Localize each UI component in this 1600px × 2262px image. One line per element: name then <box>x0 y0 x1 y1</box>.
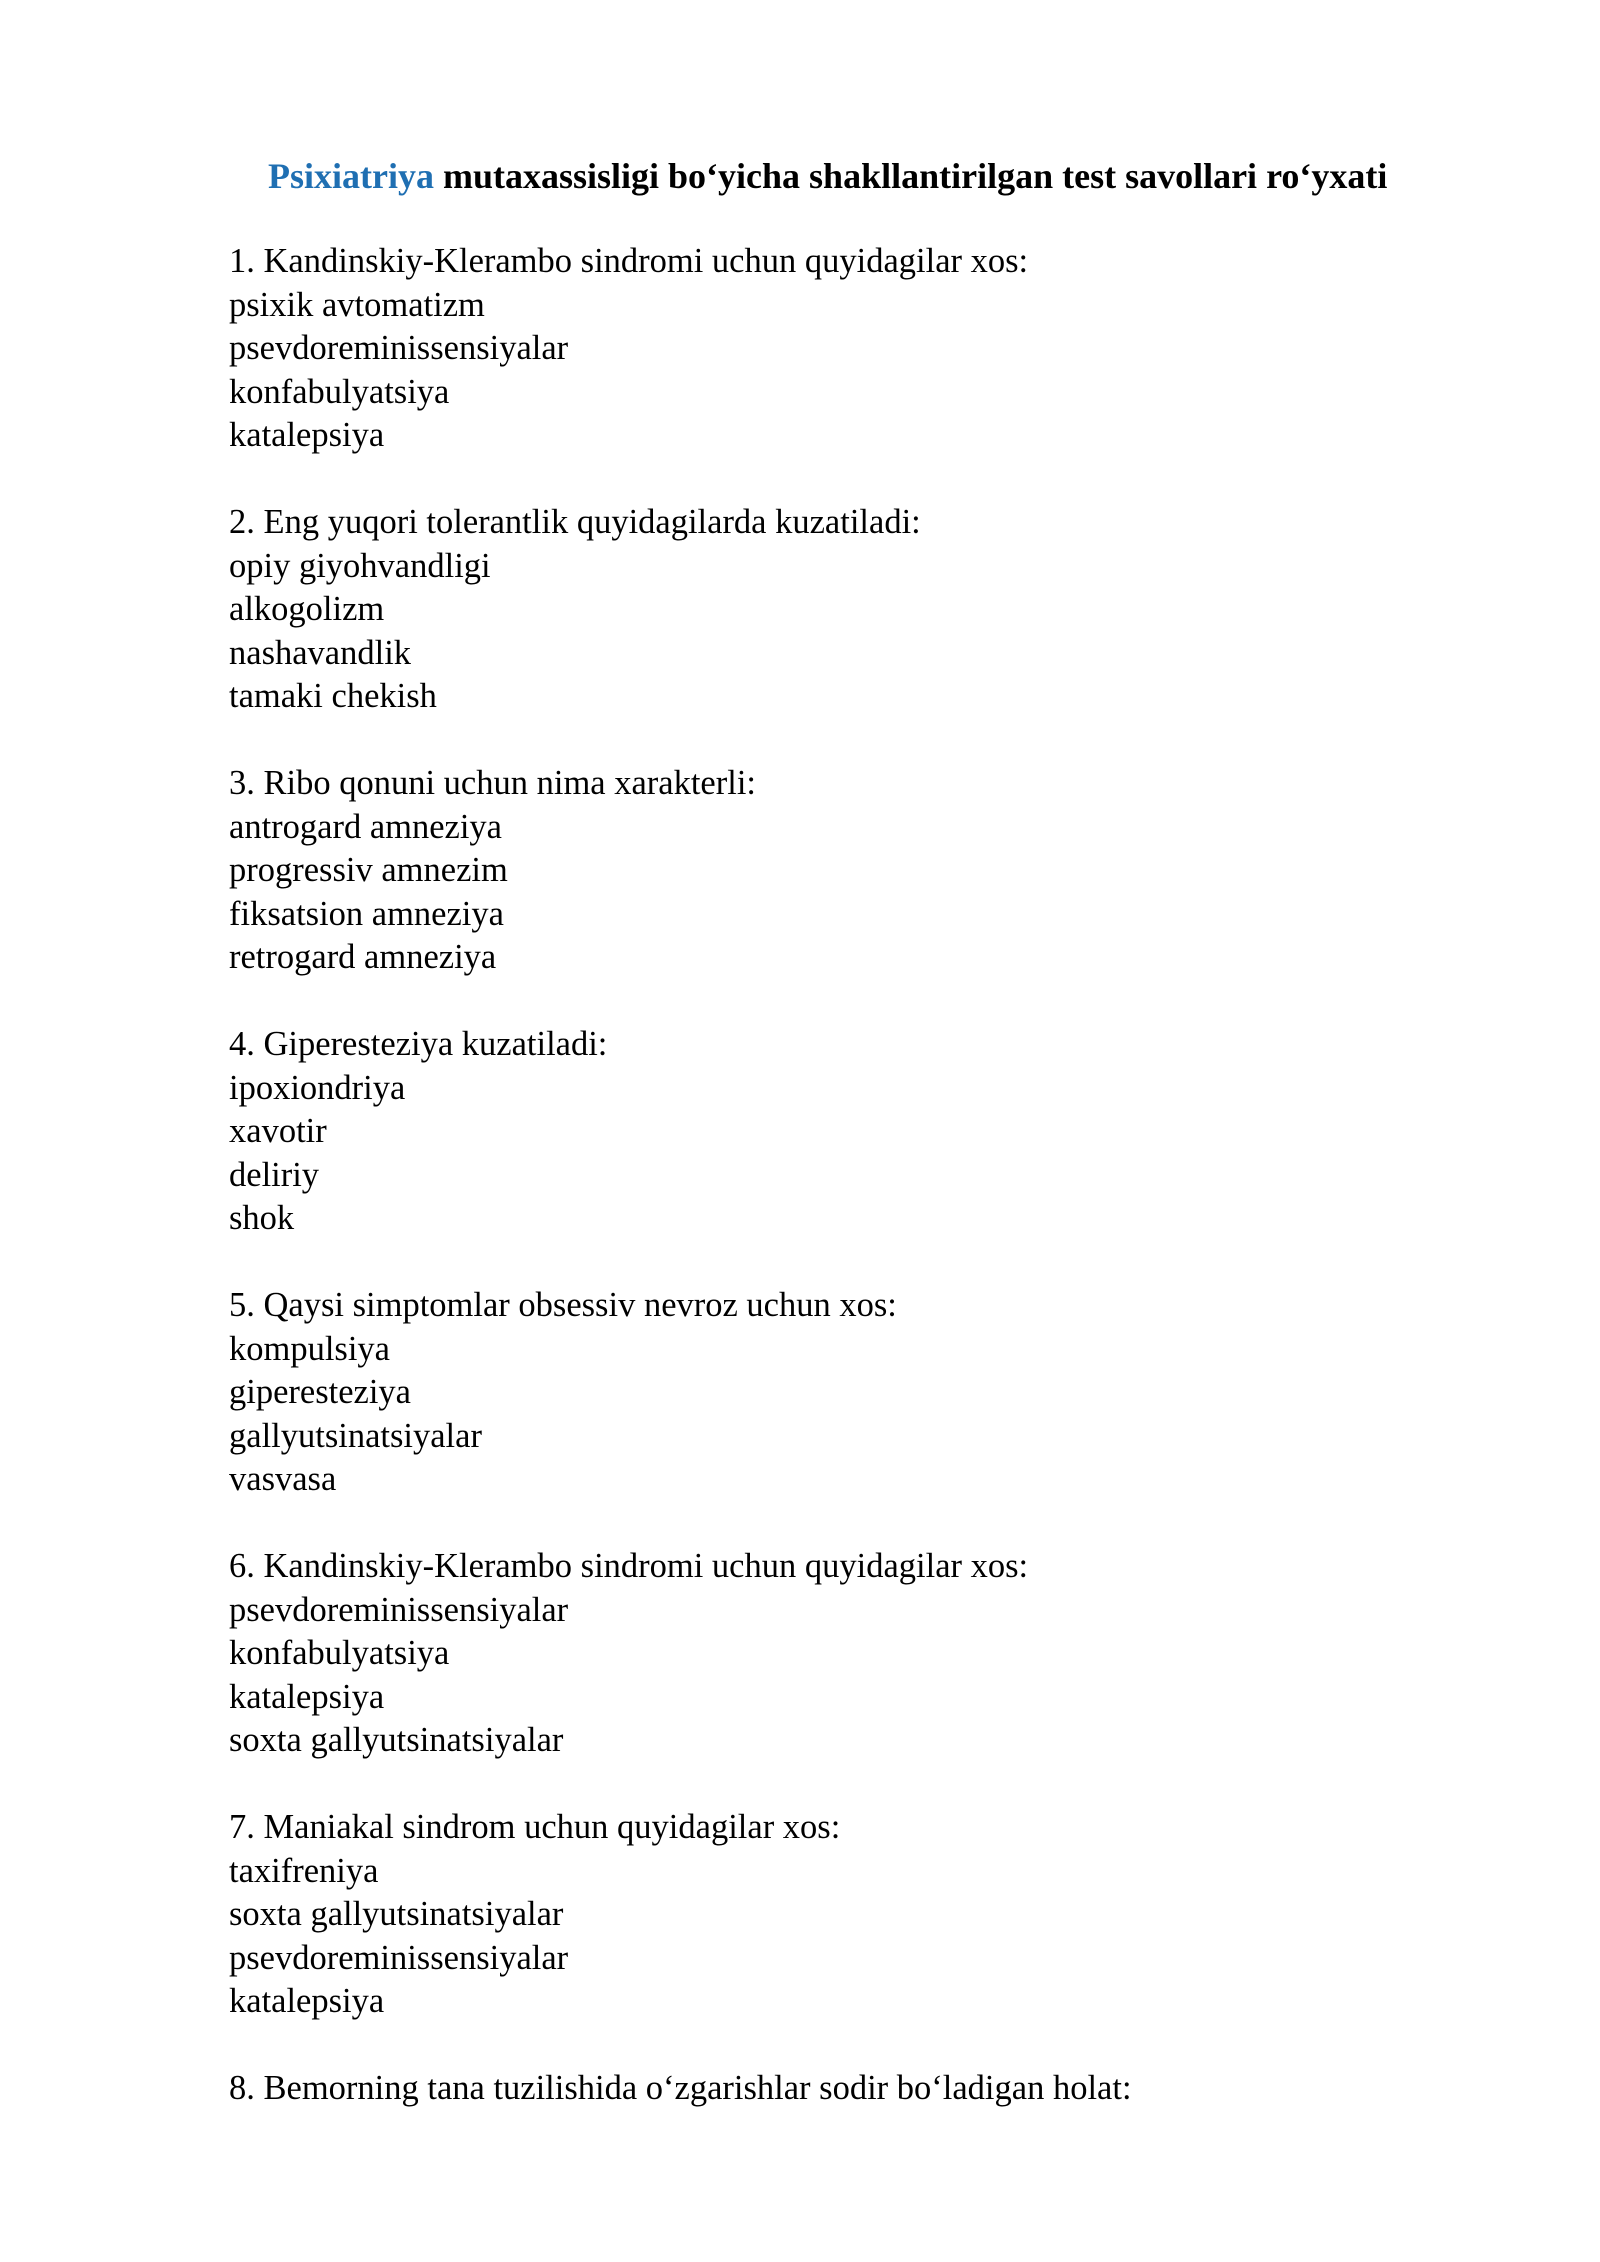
answer-option: gallyutsinatsiyalar <box>229 1416 482 1455</box>
question-5 <box>229 1284 1509 1502</box>
answer-option: progressiv amnezim <box>229 851 508 889</box>
document-title <box>268 150 1568 202</box>
question-8 <box>229 2067 1509 2111</box>
answer-option: psevdoreminissensiyalar <box>229 1938 569 1977</box>
answer-option: antrogard amneziya <box>229 807 502 846</box>
answer-option: deliriy <box>229 1155 320 1194</box>
title-rest: mutaxassisligi bo‘yicha shakllantirilgan test savollari ro‘yxati <box>433 156 1388 196</box>
answer-option: psixik avtomatizm <box>229 285 485 324</box>
answer-option: katalepsiya <box>229 1982 385 2020</box>
question-text: 1. Kandinskiy-Klerambo sindromi uchun quyidagilar xos: <box>229 242 1029 280</box>
question-3 <box>229 762 1509 980</box>
answer-option: katalepsiya <box>229 416 385 454</box>
answer-option: tamaki chekish <box>229 677 437 715</box>
answer-option: xavotir <box>229 1112 327 1150</box>
question-text: 8. Bemorning tana tuzilishida o‘zgarishlar sodir bo‘ladigan holat: <box>229 2069 1132 2107</box>
question-text: 4. Giperesteziya kuzatiladi: <box>229 1025 608 1063</box>
answer-option: alkogolizm <box>229 590 385 628</box>
question-1 <box>229 240 1509 458</box>
answer-option: konfabulyatsiya <box>229 1634 450 1672</box>
answer-option: fiksatsion amneziya <box>229 894 504 933</box>
question-list <box>229 240 1509 2154</box>
answer-option: soxta gallyutsinatsiyalar <box>229 1895 564 1933</box>
question-text: 2. Eng yuqori tolerantlik quyidagilarda kuzatiladi: <box>229 503 921 541</box>
question-text: 3. Ribo qonuni uchun nima xarakterli: <box>229 764 756 802</box>
answer-option: opiy giyohvandligi <box>229 546 491 585</box>
answer-option: soxta gallyutsinatsiyalar <box>229 1721 564 1759</box>
question-7 <box>229 1806 1509 2024</box>
answer-option: psevdoreminissensiyalar <box>229 329 569 367</box>
answer-option: taxifreniya <box>229 1851 379 1890</box>
title-accent-word: Psixiatriya <box>268 156 434 196</box>
answer-option: nashavandlik <box>229 633 412 672</box>
question-text: 7. Maniakal sindrom uchun quyidagilar xos: <box>229 1808 841 1846</box>
answer-option: kompulsiya <box>229 1329 390 1368</box>
answer-option: katalepsiya <box>229 1677 385 1716</box>
answer-option: giperesteziya <box>229 1373 411 1411</box>
answer-option: ipoxiondriya <box>229 1068 406 1107</box>
question-4 <box>229 1023 1509 1241</box>
answer-option: vasvasa <box>229 1460 337 1498</box>
question-6 <box>229 1545 1509 1763</box>
question-2 <box>229 501 1509 719</box>
answer-option: shok <box>229 1199 295 1237</box>
question-text: 5. Qaysi simptomlar obsessiv nevroz uchun xos: <box>229 1286 897 1324</box>
answer-option: psevdoreminissensiyalar <box>229 1590 569 1629</box>
answer-option: konfabulyatsiya <box>229 372 450 411</box>
question-text: 6. Kandinskiy-Klerambo sindromi uchun quyidagilar xos: <box>229 1547 1029 1585</box>
answer-option: retrogard amneziya <box>229 938 497 976</box>
